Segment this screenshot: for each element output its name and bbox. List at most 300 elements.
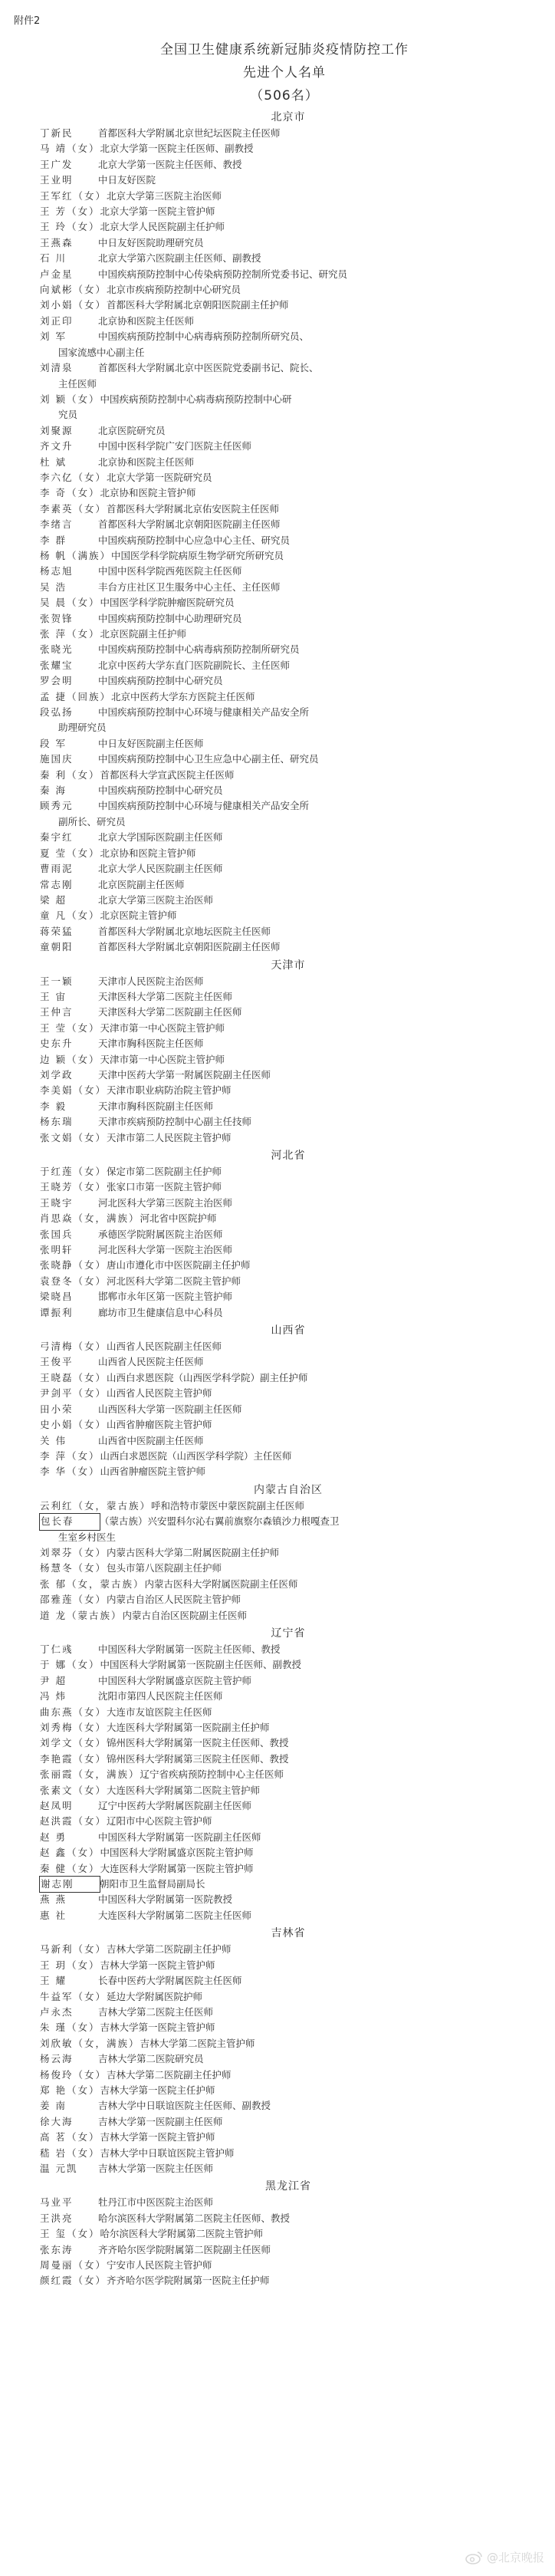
honoree-name: 王 莹（女） [40,1022,100,1034]
honoree-name: 吴 浩 [40,581,67,593]
honoree-organization: 首都医科大学附属北京世纪坛医院主任医师 [98,127,281,139]
honoree-name: 周曼丽（女） [40,2259,107,2271]
honoree-organization: （蒙古族）兴安盟科尔沁右翼前旗察尔森镇沙力根嘎查卫 [100,1515,340,1528]
honoree-name: 刘聚源 [40,424,74,436]
honoree-name: 曹雨泥 [40,863,74,875]
honoree-organization: 中国疾病预防控制中心病毒病预防控制中心研 [100,393,292,405]
list-item [40,2020,537,2035]
list-item [40,2273,537,2288]
list-item [40,1068,537,1083]
list-item [40,173,537,188]
honoree-name: 杨东瑞 [40,1116,74,1128]
honoree-organization: 包头市第八医院副主任护师 [107,1562,222,1574]
honoree-organization: 河北医科大学第二医院主管护师 [107,1275,241,1287]
honoree-name: 张国兵 [40,1228,74,1240]
section-heading: 北京市 [271,111,306,123]
list-item [40,2146,537,2161]
honoree-name: 朱 瑾（女） [40,2022,100,2034]
honoree-name: 秦 海 [40,785,67,797]
honoree-name: 徐大海 [40,2115,74,2127]
honoree-organization: 北京大学第一医院主管护师 [100,206,215,218]
list-item [40,1196,537,1211]
honoree-organization: 天津市第一中心医院主管护师 [100,1022,225,1034]
honoree-name: 丁仁彧 [40,1643,74,1655]
list-item [40,470,537,485]
honoree-organization-continued: 副所长、研究员 [58,815,126,827]
honoree-organization: 中国疾病预防控制中心应急中心主任、研究员 [98,534,291,546]
honoree-name: 史小娟（女） [40,1419,107,1431]
honoree-name: 关 伟 [40,1434,67,1446]
honoree-organization: 中国疾病预防控制中心研究员 [98,675,223,687]
list-item [40,1608,537,1624]
honoree-organization: 内蒙古医科大学第二附属医院副主任护师 [107,1546,280,1558]
honoree-organization: 邯郸市永年区第一医院主管护师 [98,1291,233,1303]
list-item [40,1545,537,1561]
list-item [40,2036,537,2051]
section-heading: 河北省 [271,1150,306,1162]
honoree-name: 李 群 [40,534,67,546]
honoree-organization: 唐山市遵化市中医医院副主任护师 [107,1259,251,1272]
list-item [40,877,537,893]
honoree-organization: 山西医科大学第一医院副主任医师 [98,1403,242,1415]
honoree-name: 卢金星 [40,268,74,280]
honoree-name: 李 毅 [40,1100,67,1112]
honoree-organization: 中国疾病预防控制中心环境与健康相关产品安全所 [98,800,310,812]
honoree-name: 于红莲（女） [40,1166,107,1177]
honoree-organization: 北京大学第六医院副主任医师、副教授 [98,252,261,265]
honoree-organization: 辽宁省疾病预防控制中心主任医师 [140,1768,284,1781]
honoree-organization: 吉林大学第一医院主任护师 [100,2084,215,2096]
honoree-organization: 山西白求恩医院（山西医学科学院）主任医师 [100,1449,292,1462]
honoree-name: 夏 莹（女） [40,847,100,859]
list-item [40,314,537,329]
honoree-name: 张明轩 [40,1244,74,1256]
honoree-organization: 沈阳市第四人民医院主任医师 [98,1690,223,1703]
honoree-organization: 大连医科大学附属第一医院主管护师 [100,1862,254,1874]
honoree-organization: 北京大学第三医院主治医师 [98,893,214,906]
honoree-name: 罗会明 [40,675,74,687]
honoree-organization: 吉林大学第二医院主任医师 [98,2005,214,2018]
list-item [40,141,537,156]
honoree-organization: 中国中医科学院广安门医院主任医师 [98,440,252,452]
honoree-organization: 北京中医药大学东方医院主任医师 [110,690,255,702]
honoree-name: 王燕森 [40,236,74,248]
honoree-name: 齐文升 [40,440,74,452]
honoree-name: 李 奇（女） [40,487,100,499]
list-item [40,1083,537,1098]
honoree-organization: 中国疾病预防控制中心传染病预防控制所党委书记、研究员 [98,268,348,280]
list-item [40,908,537,923]
honoree-name: 刘学政 [40,1068,74,1081]
list-item [40,1289,537,1304]
list-item [40,1908,537,1923]
list-item [40,1114,537,1130]
honoree-organization: 北京协和医院主任医师 [98,456,195,468]
honoree-organization: 丰台方庄社区卫生服务中心主任、主任医师 [98,581,281,593]
section-heading: 山西省 [271,1324,306,1337]
list-item [40,2083,537,2098]
honoree-name: 赵 鑫（女） [40,1847,100,1859]
honoree-name: 李六亿（女） [40,471,107,483]
honoree-organization: 北京协和医院主管护师 [100,487,196,499]
honoree-organization: 天津市胸科医院副主任医师 [98,1100,214,1112]
honoree-organization: 北京大学第一医院研究员 [107,471,212,483]
honoree-name: 王 宙 [40,990,67,1002]
list-item [40,924,537,939]
list-item [40,1099,537,1114]
list-item [40,564,537,579]
honoree-organization: 吉林大学第二医院副主任护师 [107,1943,232,1956]
weibo-logo-icon [465,2551,483,2564]
honoree-name: 常志刚 [40,878,74,890]
list-item [40,1830,537,1845]
honoree-name: 燕 燕 [40,1893,67,1906]
honoree-name: 于 娜（女） [40,1659,100,1671]
honoree-organization: 吉林大学第一医院副主任医师 [98,2115,223,2127]
honoree-name: 秦 利（女） [40,768,100,781]
honoree-name: 张 郁（女，蒙古族） [40,1578,145,1590]
honoree-name: 杜 斌 [40,456,67,468]
honoree-organization: 中国医科大学附属盛京医院主管护师 [100,1847,254,1859]
section-heading: 天津市 [271,959,306,972]
honoree-name: 赵洪霞（女） [40,1815,107,1828]
list-item [40,1767,537,1782]
honoree-name: 史东升 [40,1038,74,1050]
honoree-name: 王 玺（女） [40,2228,100,2240]
list-item [40,1642,537,1657]
honoree-organization: 天津市第二人民医院主管护师 [107,1131,232,1143]
honoree-name: 李绪言 [40,518,74,531]
honoree-organization: 北京市疾病预防控制中心研究员 [107,284,241,296]
list-item [40,157,537,173]
honoree-name: 段弘扬 [40,706,74,719]
honoree-name: 刘清泉 [40,362,74,374]
honoree-name: 张 萍（女） [40,628,100,640]
honoree-name: 杨云海 [40,2053,74,2065]
honoree-organization: 辽阳市中心医院主管护师 [107,1815,212,1828]
honoree-organization: 锦州医科大学附属第三医院主任医师、教授 [107,1752,289,1765]
honoree-name: 包长春 [40,1514,100,1529]
honoree-organization: 河北医科大学第一医院主治医师 [98,1244,233,1256]
honoree-name: 刘小娟（女） [40,299,107,311]
honoree-name: 尹 超 [40,1674,67,1686]
section-heading: 吉林省 [271,1927,306,1940]
list-item [40,1211,537,1226]
honoree-organization: 河北医科大学第三医院主治医师 [98,1196,233,1209]
honoree-name: 谭振利 [40,1306,74,1318]
honoree-organization: 长春中医药大学附属医院主任医师 [98,1975,242,1987]
honoree-organization: 中国疾病预防控制中心研究员 [98,785,223,797]
honoree-name: 弓清梅（女） [40,1341,107,1353]
honoree-name: 颜红霞（女） [40,2275,107,2287]
honoree-name: 赵凤明 [40,1800,74,1812]
honoree-organization: 张家口市第一医院主管护师 [107,1181,222,1193]
list-item [40,1274,537,1289]
list-item [40,2051,537,2067]
honoree-organization: 天津市第一中心医院主管护师 [100,1053,225,1065]
list-item [40,595,537,610]
list-item [40,1783,537,1798]
honoree-organization: 山西省人民医院主管护师 [107,1387,212,1400]
list-item [40,1798,537,1814]
honoree-name: 王晓磊（女） [40,1371,107,1383]
list-item [40,1705,537,1720]
honoree-organization: 北京大学第一医院主任医师、教授 [98,158,242,170]
title-line-1: 全国卫生健康系统新冠肺炎疫情防控工作 [160,42,409,58]
honoree-name: 刘 军 [40,331,67,343]
honoree-organization: 天津市职业病防治院主管护师 [107,1084,232,1097]
honoree-organization: 北京大学人民医院副主任医师 [98,863,223,875]
list-item [40,1464,537,1479]
honoree-organization: 首都医科大学附属北京朝阳医院副主任护师 [107,299,289,311]
list-item [40,1689,537,1704]
honoree-name: 尹剑平（女） [40,1387,107,1400]
honoree-organization: 中国医学科学院病原生物学研究所研究员 [110,549,284,561]
honoree-name: 吴 晨（女） [40,597,100,609]
honoree-name: 王 玲（女） [40,221,100,233]
honoree-name: 张文娟（女） [40,1131,107,1143]
honoree-organization: 吉林大学第一医院主管护师 [100,2131,215,2143]
honoree-organization: 北京医院副主任医师 [98,878,185,890]
honoree-name: 王晓芳（女） [40,1181,107,1193]
honoree-organization: 中国中医科学院西苑医院主任医师 [98,565,242,577]
honoree-organization: 首都医科大学附属北京地坛医院主任医师 [98,925,271,937]
list-item [40,1592,537,1607]
honoree-organization-continued: 国家流感中心副主任 [58,346,145,358]
list-item [40,1354,537,1370]
honoree-name: 边 颖（女） [40,1053,100,1065]
honoree-name: 嵇 岩（女） [40,2147,100,2159]
list-item [40,189,537,204]
list-item [40,517,537,532]
honoree-name: 孟 捷（回族） [40,690,111,702]
list-item [40,689,537,705]
list-item [40,1561,537,1576]
honoree-organization: 中国医科大学附属第一医院教授 [98,1893,233,1906]
list-item [40,298,537,313]
honoree-name: 惠 社 [40,1909,67,1921]
honoree-organization: 中日友好医院 [98,174,156,186]
honoree-organization: 吉林大学中日联谊医院主管护师 [100,2147,235,2159]
list-item [40,642,537,657]
honoree-name: 道 龙（蒙古族） [40,1609,123,1621]
title-line-2: 先进个人名单 [243,65,326,81]
honoree-organization: 北京大学第三医院主治医师 [107,189,222,202]
list-item [40,705,537,720]
honoree-organization: 首都医科大学附属北京朝阳医院副主任医师 [98,518,281,531]
list-item [40,1752,537,1767]
list-item [40,2258,537,2273]
list-item [40,1673,537,1689]
list-item [40,1861,537,1877]
honoree-name: 童朝阳 [40,941,74,953]
honoree-name: 张晓静（女） [40,1259,107,1272]
list-item [40,1242,537,1258]
list-item [40,1514,537,1529]
list-item [40,2005,537,2020]
honoree-organization: 大连医科大学附属第一医院副主任护师 [107,1722,270,1733]
honoree-name: 谢志刚 [40,1877,100,1892]
honoree-organization: 北京医院研究员 [98,424,166,436]
honoree-name: 邵雅莲（女） [40,1594,107,1606]
list-item [40,768,537,783]
list-item [40,204,537,219]
honoree-organization: 中国医学科学院肿瘤医院研究员 [100,597,235,609]
list-item [40,1386,537,1401]
honoree-organization: 天津市疾病预防控制中心副主任技师 [98,1116,252,1128]
honoree-name: 张东涛 [40,2243,74,2255]
honoree-organization: 锦州医科大学附属第一医院主任医师、教授 [107,1737,289,1749]
title-block [32,38,537,107]
honoree-name: 郑 艳（女） [40,2084,100,2096]
list-item [40,251,537,266]
honoree-name: 王仲言 [40,1006,74,1018]
list-item [40,1892,537,1907]
honoree-name: 王军红（女） [40,189,107,202]
list-item [40,1433,537,1449]
honoree-organization: 承德医学院附属医院主治医师 [98,1228,223,1240]
list-item [40,423,537,439]
list-item [40,2068,537,2083]
list-item [40,455,537,470]
honoree-name: 卢永杰 [40,2005,74,2018]
honoree-name: 李 华（女） [40,1466,100,1478]
title-line-3: （506名） [250,88,319,104]
honoree-name: 王 玥（女） [40,1959,100,1971]
honoree-organization: 内蒙古自治区人民医院主管护师 [107,1594,241,1606]
honoree-organization: 内蒙古医科大学附属医院副主任医师 [144,1578,298,1590]
honoree-name: 向斌彬（女） [40,284,107,296]
list-item [40,2114,537,2130]
list-item [40,658,537,673]
honoree-organization: 宁安市人民医院主管护师 [107,2259,212,2271]
honoree-organization: 首都医科大学宣武医院主任医师 [100,768,235,781]
list-item [40,1179,537,1195]
honoree-organization: 首都医科大学附属北京佑安医院主任医师 [107,502,280,515]
honoree-organization: 中日友好医院助理研究员 [98,236,204,248]
honoree-organization: 大连医科大学附属第二医院主任医师 [98,1909,252,1921]
list-item [40,533,537,548]
honoree-name: 牛益军（女） [40,1990,107,2002]
attachment-label: 附件2 [14,15,41,27]
honoree-organization: 首都医科大学附属北京中医医院党委副书记、院长、 [98,362,319,374]
list-item [40,580,537,595]
list-item [40,830,537,845]
list-item [40,2242,537,2258]
list-item [40,2161,537,2176]
honoree-name: 刘正印 [40,314,74,327]
list-item [40,2195,537,2210]
honoree-name: 梁晓昌 [40,1291,74,1303]
list-item [40,1258,537,1273]
honoree-organization: 山西省人民医院主任医师 [98,1356,204,1368]
honoree-name: 李素英（女） [40,502,107,515]
honoree-organization: 吉林大学第一医院主管护师 [100,2022,215,2034]
honoree-organization: 中国疾病预防控制中心病毒病预防控制所研究员、 [98,331,310,343]
honoree-organization: 北京医院副主任护师 [100,628,186,640]
list-item [40,1305,537,1321]
honoree-name: 蒋荣猛 [40,925,74,937]
honoree-organization: 天津市胸科医院主任医师 [98,1038,204,1050]
section-heading: 辽宁省 [271,1627,306,1640]
list-item [40,485,537,501]
honoree-organization-continued: 助理研究员 [58,722,107,734]
honoree-name: 肖思焱（女，满族） [40,1212,140,1225]
honoree-organization: 天津中医药大学第一附属医院副主任医师 [98,1068,271,1081]
honoree-organization: 河北省中医院护师 [140,1212,217,1225]
list-item [40,267,537,282]
honoree-organization: 北京协和医院主任医师 [98,314,195,327]
honoree-name: 李美娟（女） [40,1084,107,1097]
honoree-list [40,109,537,2289]
list-item [40,1958,537,1973]
honoree-organization: 吉林大学第一医院主任医师 [98,2162,214,2174]
list-item [40,1657,537,1673]
honoree-organization: 中国疾病预防控制中心环境与健康相关产品安全所 [98,706,310,719]
honoree-name: 石 川 [40,252,67,265]
honoree-organization: 中国医科大学附属第一医院副主任医师 [98,1831,261,1843]
list-item [40,360,537,376]
list-item [40,2226,537,2242]
honoree-organization: 哈尔滨医科大学附属第二医院主管护师 [100,2228,263,2240]
honoree-name: 曲东燕（女） [40,1706,107,1718]
honoree-organization: 天津医科大学第二医院主任医师 [98,990,233,1002]
list-item [40,1577,537,1592]
honoree-name: 马业平 [40,2196,74,2209]
honoree-organization: 吉林大学第一医院主管护师 [100,1959,215,1971]
honoree-organization: 北京大学国际医院副主任医师 [98,831,223,844]
honoree-name: 李艳霞（女） [40,1752,107,1765]
honoree-name: 刘秀梅（女） [40,1722,107,1733]
list-item [40,1845,537,1860]
honoree-organization: 北京协和医院主管护师 [100,847,196,859]
honoree-organization: 中国医科大学附属第一医院主任医师、教授 [98,1643,281,1655]
list-item [40,974,537,989]
watermark [465,2549,544,2565]
honoree-organization: 呼和浩特市蒙医中蒙医院副主任医师 [151,1499,305,1512]
list-item [40,1164,537,1179]
honoree-name: 张素文（女） [40,1784,107,1796]
honoree-organization: 中国医科大学附属盛京医院主管护师 [98,1674,252,1686]
honoree-name: 刘翠芬（女） [40,1546,107,1558]
section-heading: 黑龙江省 [265,2180,311,2193]
honoree-organization-continued: 生室乡村医生 [58,1531,117,1543]
honoree-name: 杨慧冬（女） [40,1562,107,1574]
honoree-organization: 廊坊市卫生健康信息中心科员 [98,1306,223,1318]
list-item [40,673,537,689]
honoree-organization: 北京大学人民医院副主任护师 [100,221,225,233]
list-item [40,1499,537,1514]
honoree-name: 杨志旭 [40,565,74,577]
honoree-name: 张耀宝 [40,659,74,671]
honoree-organization: 山西省肿瘤医院主管护师 [107,1419,212,1431]
honoree-organization: 辽宁中医药大学附属医院副主任医师 [98,1800,252,1812]
list-item [40,893,537,908]
honoree-name: 田小荣 [40,1403,74,1415]
list-item [40,846,537,861]
honoree-organization: 中日友好医院副主任医师 [98,737,204,749]
honoree-organization: 内蒙古自治区医院副主任医师 [122,1609,247,1621]
honoree-name: 袁登冬（女） [40,1275,107,1287]
honoree-organization: 天津医科大学第二医院副主任医师 [98,1006,242,1018]
list-item [40,1021,537,1036]
honoree-organization-continued: 主任医师 [58,377,97,390]
honoree-name: 姜 南 [40,2100,67,2112]
list-item [40,939,537,955]
list-item [40,1989,537,2005]
honoree-name: 马 靖（女） [40,143,100,155]
honoree-organization: 首都医科大学附属北京朝阳医院副主任医师 [98,941,281,953]
